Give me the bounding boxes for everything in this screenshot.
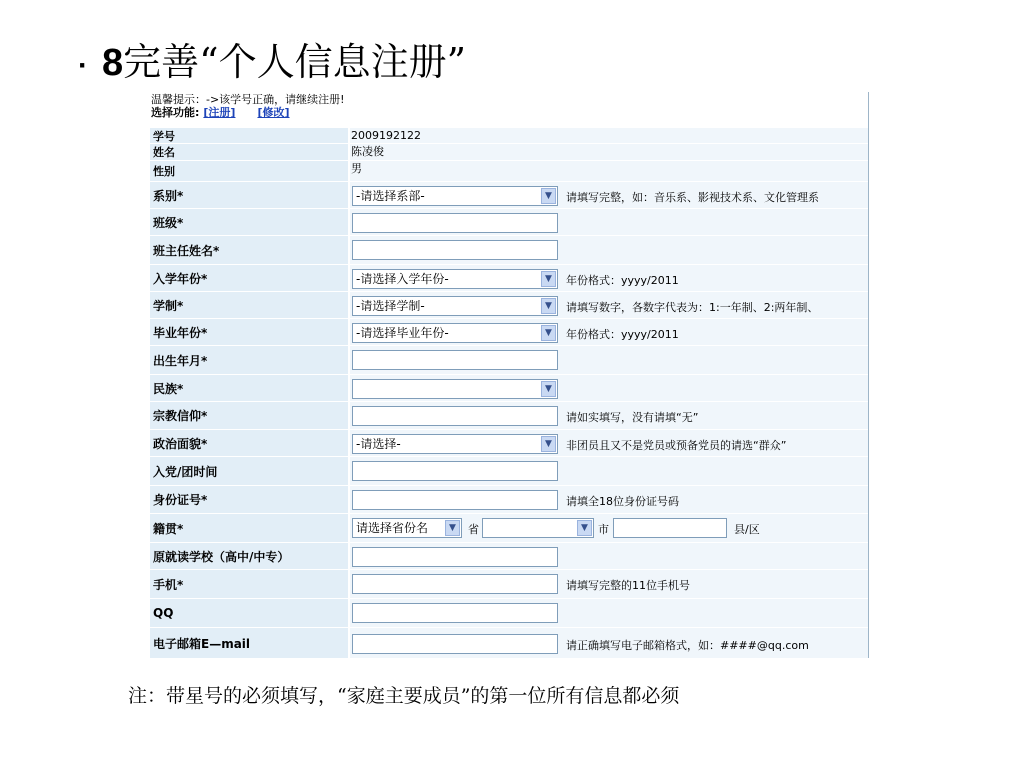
hint-entry-year: 年份格式：yyyy/2011	[566, 274, 679, 287]
row-grad-year	[150, 318, 868, 345]
political-select[interactable]: -请选择- ▼	[352, 434, 558, 454]
department-select[interactable]: -请选择系部- ▼	[352, 186, 558, 206]
id-number-input[interactable]	[352, 490, 558, 510]
prev-school-input[interactable]	[352, 547, 558, 567]
religion-input[interactable]	[352, 406, 558, 426]
party-date-input[interactable]	[352, 461, 558, 481]
program-length-select[interactable]: -请选择学制- ▼	[352, 296, 558, 316]
label-native-place: 籍贯*	[150, 514, 348, 542]
row-native-place	[150, 513, 868, 542]
row-class	[150, 208, 868, 235]
row-student-id	[150, 127, 868, 143]
ethnicity-select[interactable]	[352, 379, 558, 399]
value-gender: 男	[351, 162, 362, 175]
hint-political: 非团员且又不是党员或预备党员的请选“群众”	[566, 439, 787, 452]
registration-form-screenshot	[150, 92, 869, 658]
row-department	[150, 181, 868, 208]
tips-area	[150, 92, 868, 121]
label-name: 姓名	[150, 144, 348, 160]
label-religion: 宗教信仰*	[150, 402, 348, 429]
chevron-down-icon: ▼	[541, 436, 556, 452]
label-email: 电子邮箱E—mail	[150, 628, 348, 658]
chevron-down-icon: ▼	[541, 381, 556, 397]
label-head-teacher: 班主任姓名*	[150, 236, 348, 264]
chevron-down-icon: ▼	[541, 325, 556, 341]
label-party-date: 入党/团时间	[150, 457, 348, 485]
hint-department: 请填写完整，如：音乐系、影视技术系、文化管理系	[566, 191, 819, 204]
row-program-length	[150, 291, 868, 318]
label-mobile: 手机*	[150, 570, 348, 598]
hint-email: 请正确填写电子邮箱格式，如：####@qq.com	[566, 639, 809, 652]
mobile-input[interactable]	[352, 574, 558, 594]
title-number: 8	[102, 42, 124, 84]
register-link[interactable]: [注册]	[203, 106, 236, 119]
hint-grad-year: 年份格式：yyyy/2011	[566, 328, 679, 341]
county-suffix: 县/区	[734, 523, 760, 536]
hint-id-number: 请填全18位身份证号码	[566, 495, 679, 508]
row-name	[150, 143, 868, 160]
row-party-date	[150, 456, 868, 485]
row-gender	[150, 160, 868, 181]
chevron-down-icon: ▼	[541, 271, 556, 287]
province-select[interactable]: 请选择省份名 ▼	[352, 518, 462, 538]
hint-mobile: 请填写完整的11位手机号	[566, 579, 690, 592]
qq-input[interactable]	[352, 603, 558, 623]
label-qq: QQ	[150, 599, 348, 627]
label-gender: 性别	[150, 161, 348, 181]
row-entry-year	[150, 264, 868, 291]
county-input[interactable]	[613, 518, 727, 538]
city-select[interactable]	[482, 518, 594, 538]
chevron-down-icon: ▼	[541, 298, 556, 314]
email-input[interactable]	[352, 634, 558, 654]
chevron-down-icon: ▼	[445, 520, 460, 536]
city-suffix: 市	[598, 523, 609, 536]
label-department: 系别*	[150, 182, 348, 208]
label-prev-school: 原就读学校（高中/中专）	[150, 543, 348, 569]
row-birth	[150, 345, 868, 374]
hint-religion: 请如实填写，没有请填“无”	[566, 411, 699, 424]
footnote: 注：带星号的必须填写，“家庭主要成员”的第一位所有信息都必须	[128, 685, 680, 707]
row-mobile	[150, 569, 868, 598]
row-email	[150, 627, 868, 658]
label-grad-year: 毕业年份*	[150, 319, 348, 345]
value-name: 陈凌俊	[351, 145, 384, 158]
notice-text: 温馨提示：->该学号正确，请继续注册!	[151, 93, 345, 106]
value-student-id: 2009192122	[351, 129, 421, 142]
birth-input[interactable]	[352, 350, 558, 370]
row-political	[150, 429, 868, 456]
hint-program-length: 请填写数字，各数字代表为：1:一年制、2:两年制、	[566, 301, 819, 314]
label-political: 政治面貌*	[150, 430, 348, 456]
slide-title	[78, 36, 466, 92]
function-label: 选择功能:	[151, 106, 200, 119]
row-id-number	[150, 485, 868, 513]
entry-year-select[interactable]: -请选择入学年份- ▼	[352, 269, 558, 289]
label-class: 班级*	[150, 209, 348, 235]
row-qq	[150, 598, 868, 627]
province-suffix: 省	[468, 523, 479, 536]
modify-link[interactable]: [修改]	[257, 106, 290, 119]
row-religion	[150, 401, 868, 429]
head-teacher-input[interactable]	[352, 240, 558, 260]
class-input[interactable]	[352, 213, 558, 233]
row-ethnicity	[150, 374, 868, 401]
label-program-length: 学制*	[150, 292, 348, 318]
label-birth: 出生年月*	[150, 346, 348, 374]
row-head-teacher	[150, 235, 868, 264]
grad-year-select[interactable]: -请选择毕业年份- ▼	[352, 323, 558, 343]
label-entry-year: 入学年份*	[150, 265, 348, 291]
title-bullet: ·	[78, 49, 88, 82]
chevron-down-icon: ▼	[541, 188, 556, 204]
title-text: 完善“个人信息注册”	[123, 40, 466, 84]
label-ethnicity: 民族*	[150, 375, 348, 401]
chevron-down-icon: ▼	[577, 520, 592, 536]
label-id-number: 身份证号*	[150, 486, 348, 513]
label-student-id: 学号	[150, 128, 348, 143]
row-prev-school	[150, 542, 868, 569]
